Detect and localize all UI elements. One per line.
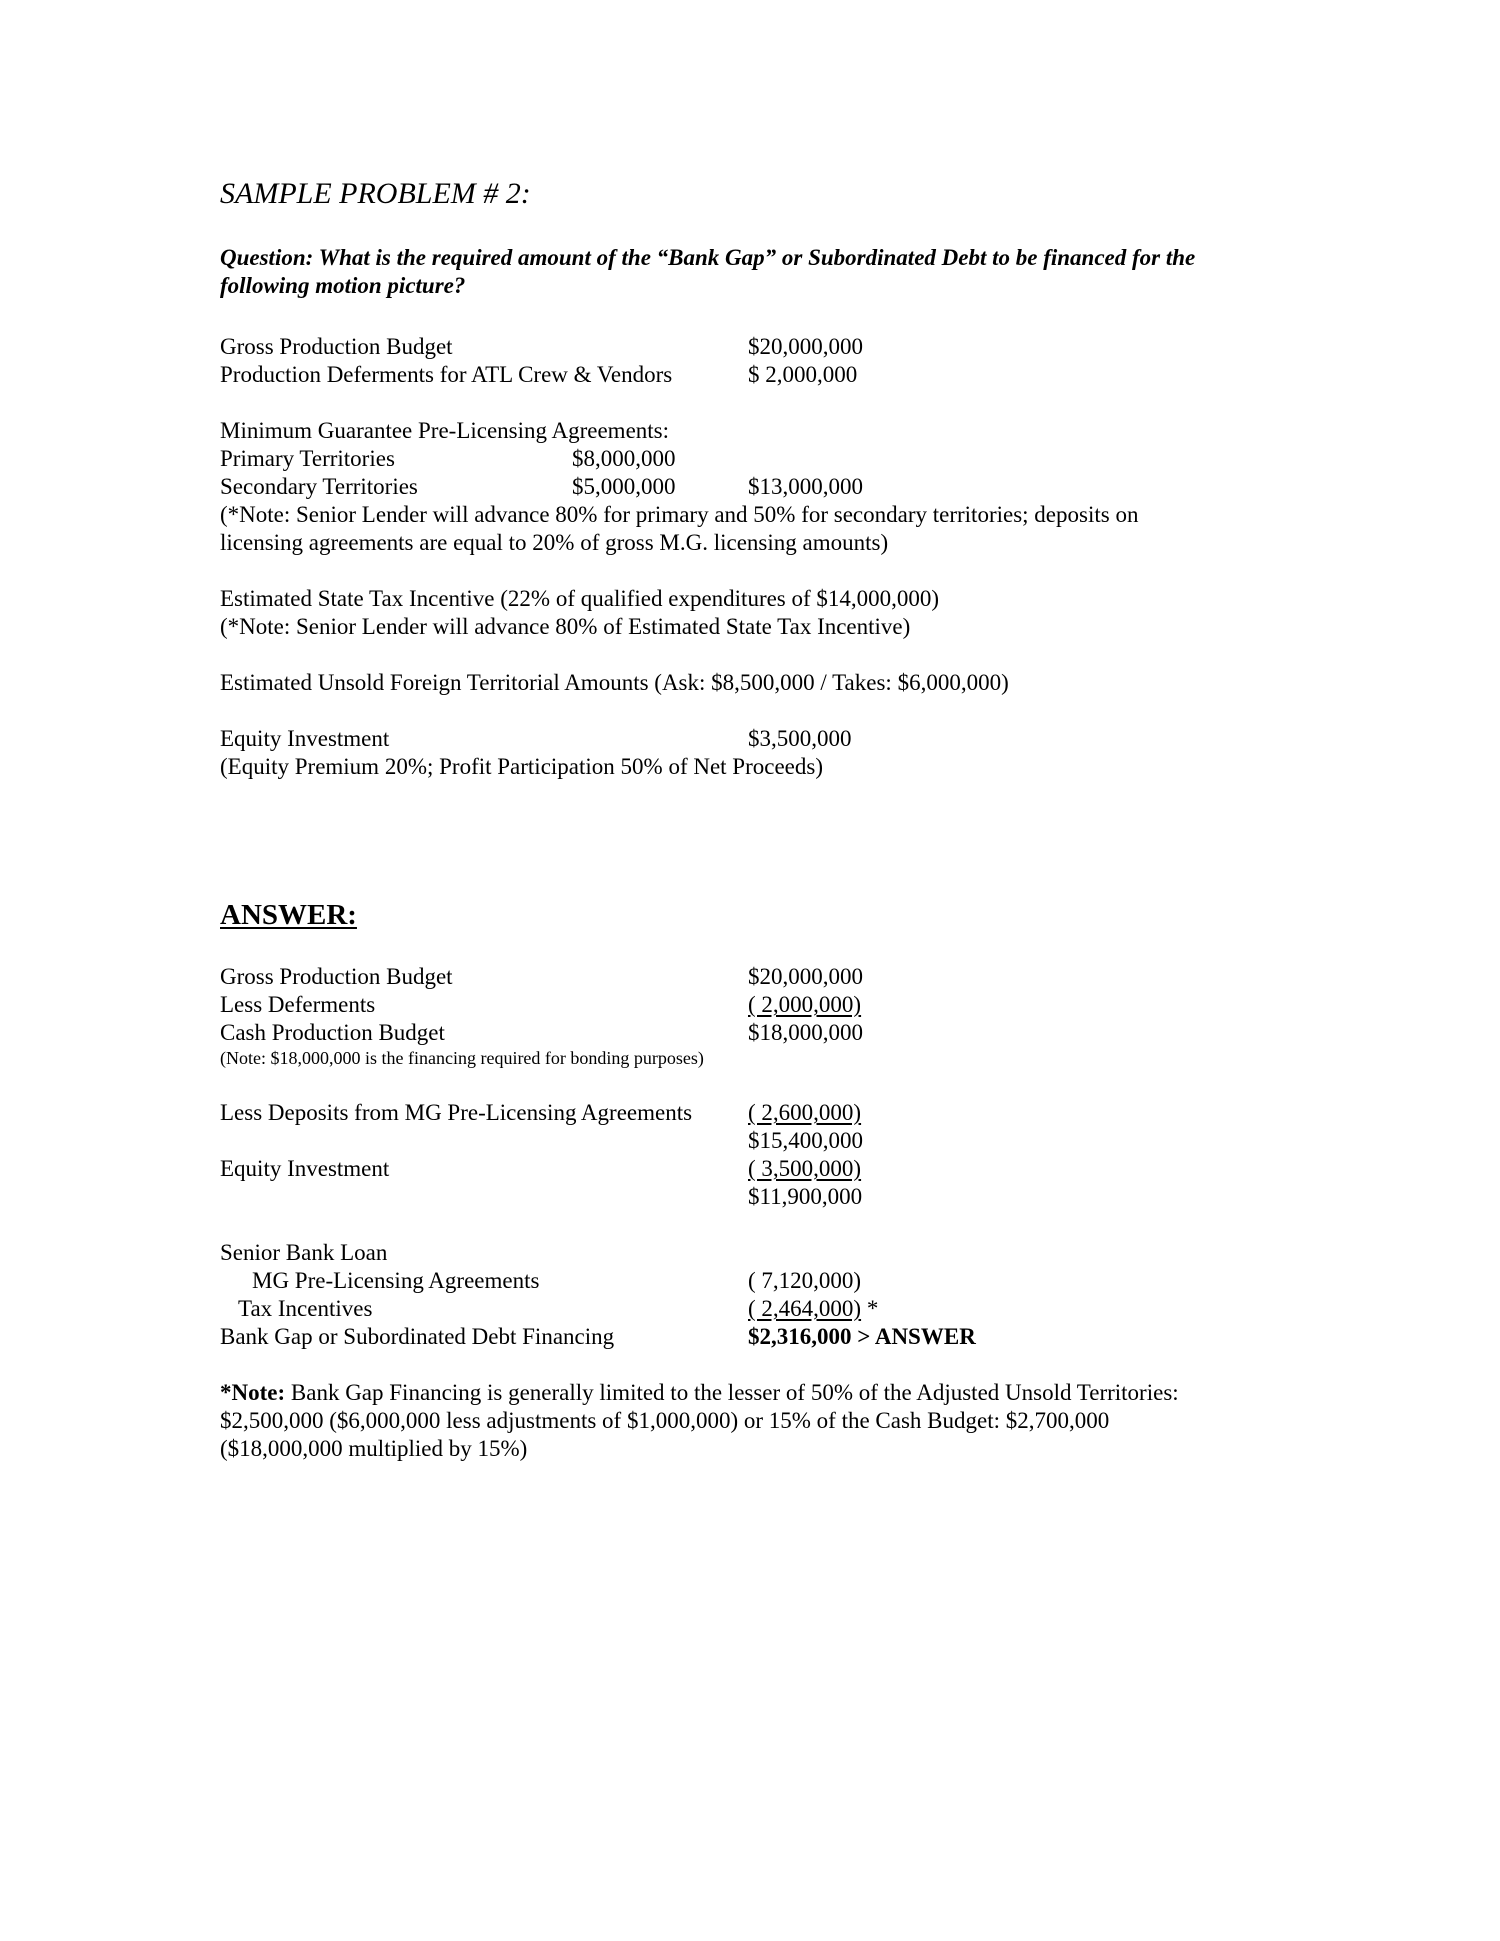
footnote-text-1: Bank Gap Financing is generally limited to the lesser of 50% of the Adjusted Unsold Territories: [285,1380,1179,1405]
cash-budget-value: $18,000,000 [748,1020,863,1045]
answer-heading: ANSWER: [220,899,357,931]
answer-gross-budget-value: $20,000,000 [748,964,863,989]
page-title: SAMPLE PROBLEM # 2: [220,177,531,210]
mg-heading: Minimum Guarantee Pre-Licensing Agreements: [220,418,670,443]
subtotal-1: $15,400,000 [748,1128,863,1153]
less-deferments-value: ( 2,000,000) [748,992,862,1017]
secondary-territories-label: Secondary Territories [220,474,418,499]
subtotal-2: $11,900,000 [748,1184,863,1209]
mg-loan-label: MG Pre-Licensing Agreements [252,1268,540,1293]
tax-loan-value: ( 2,464,000) [748,1296,862,1321]
footnote-line-3: ($18,000,000 multiplied by 15%) [220,1436,528,1461]
mg-note-line-1: (*Note: Senior Lender will advance 80% for primary and 50% for secondary territories; deposits on [220,502,1139,527]
equity-note: (Equity Premium 20%; Profit Participation 50% of Net Proceeds) [220,754,823,779]
tax-loan-mark: * [861,1296,879,1321]
bonding-note: (Note: $18,000,000 is the financing required for bonding purposes) [220,1048,704,1068]
equity-label: Equity Investment [220,726,390,751]
footnote-line-1 [220,1379,1179,1407]
footnote-lead: *Note: [220,1380,286,1405]
answer-equity-label: Equity Investment [220,1156,390,1181]
answer-equity-value: ( 3,500,000) [748,1156,862,1181]
question-line-2: following motion picture? [220,273,466,298]
mg-loan-value: ( 7,120,000) [748,1268,862,1293]
less-deposits-label: Less Deposits from MG Pre-Licensing Agreements [220,1100,693,1125]
question-line-1: Question: What is the required amount of the “Bank Gap” or Subordinated Debt to be financed for the [220,245,1196,270]
mg-total-value: $13,000,000 [748,474,863,499]
tax-incentive-note: (*Note: Senior Lender will advance 80% of Estimated State Tax Incentive) [220,614,911,639]
cash-budget-label: Cash Production Budget [220,1020,445,1045]
gap-label: Bank Gap or Subordinated Debt Financing [220,1324,615,1349]
less-deferments-label: Less Deferments [220,992,376,1017]
primary-territories-value: $8,000,000 [572,446,676,471]
mg-note-line-2: licensing agreements are equal to 20% of gross M.G. licensing amounts) [220,530,889,555]
gross-budget-label: Gross Production Budget [220,334,453,359]
secondary-territories-value: $5,000,000 [572,474,676,499]
gross-budget-value: $20,000,000 [748,334,863,359]
senior-loan-heading: Senior Bank Loan [220,1240,388,1265]
gap-value: $2,316,000 > ANSWER [748,1324,976,1349]
tax-loan-label: Tax Incentives [238,1296,373,1321]
unsold-territories-line: Estimated Unsold Foreign Territorial Amounts (Ask: $8,500,000 / Takes: $6,000,000) [220,670,1009,695]
deferments-value: $ 2,000,000 [748,362,858,387]
less-deposits-value: ( 2,600,000) [748,1100,862,1125]
tax-incentive-line: Estimated State Tax Incentive (22% of qualified expenditures of $14,000,000) [220,586,940,611]
primary-territories-label: Primary Territories [220,446,395,471]
answer-gross-budget-label: Gross Production Budget [220,964,453,989]
equity-value: $3,500,000 [748,726,852,751]
deferments-label: Production Deferments for ATL Crew & Vendors [220,362,673,387]
tax-loan-row [748,1295,878,1323]
footnote-line-2: $2,500,000 ($6,000,000 less adjustments of $1,000,000) or 15% of the Cash Budget: $2,700,000 [220,1408,1110,1433]
